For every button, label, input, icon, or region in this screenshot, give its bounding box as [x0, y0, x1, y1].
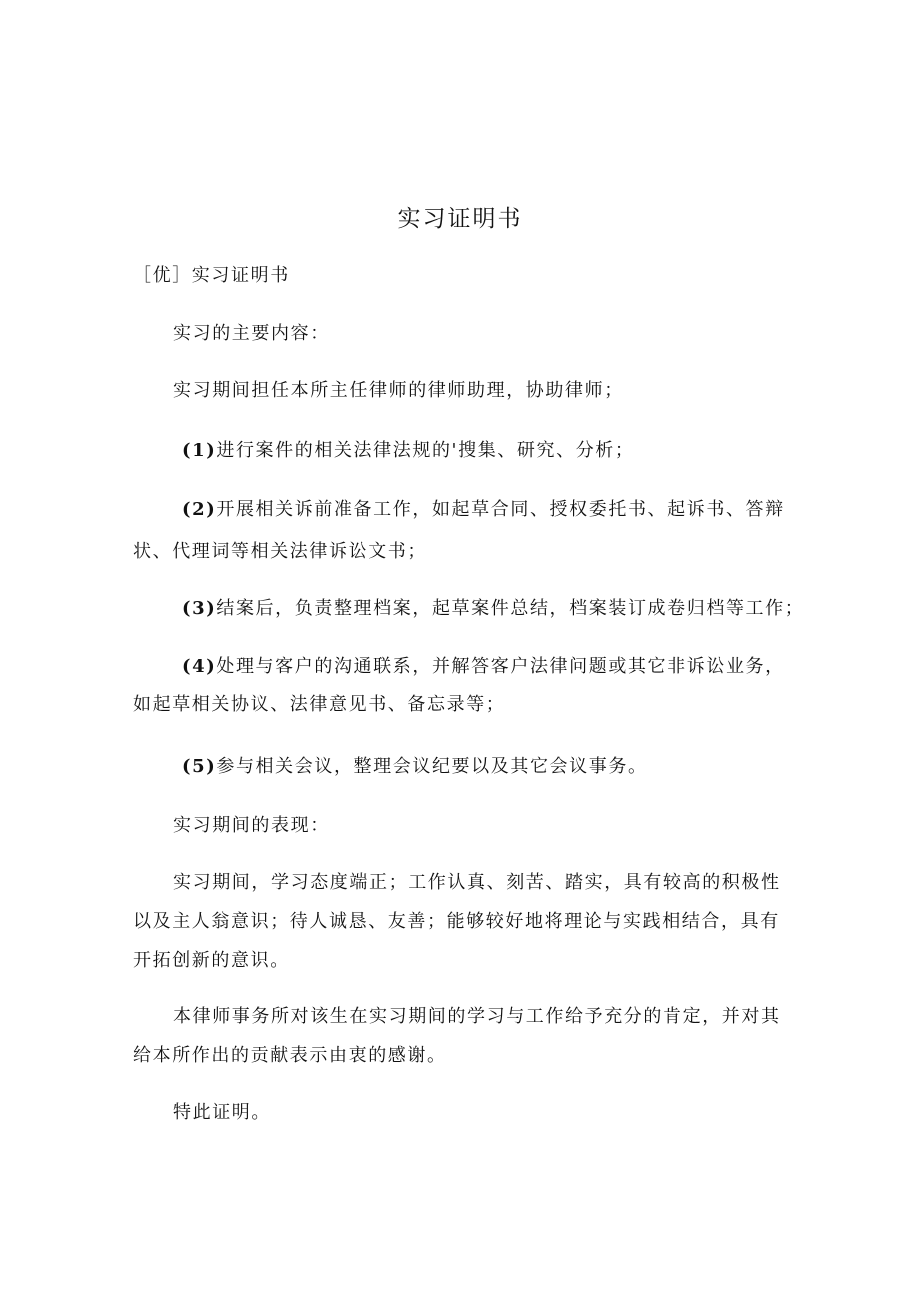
list-item-text: 进行案件的相关法律法规的'搜集、研究、分析；: [216, 440, 635, 461]
list-item-4: [182, 655, 785, 679]
list-item-number: (1): [182, 440, 217, 461]
list-item-2: [182, 498, 785, 522]
intro-paragraph: 实习期间担任本所主任律师的律师助理，协助律师；: [173, 380, 624, 401]
list-item-3: [182, 597, 804, 621]
list-item-text: 开展相关诉前准备工作，如起草合同、授权委托书、起诉书、答辩: [216, 499, 785, 520]
heading-main-content: 实习的主要内容：: [173, 323, 330, 344]
list-item-4-continuation: 如起草相关协议、法律意见书、备忘录等；: [133, 694, 506, 715]
document-subtitle: ［优］实习证明书: [133, 265, 290, 286]
heading-performance: 实习期间的表现：: [173, 815, 330, 836]
list-item-1: [182, 439, 635, 463]
list-item-2-continuation: 状、代理词等相关法律诉讼文书；: [133, 541, 427, 562]
list-item-number: (2): [182, 499, 217, 520]
closing-statement: 特此证明。: [173, 1102, 271, 1123]
list-item-number: (4): [182, 656, 217, 677]
list-item-number: (5): [182, 756, 217, 777]
performance-line-2: 以及主人翁意识；待人诚恳、友善；能够较好地将理论与实践相结合，具有: [133, 911, 780, 932]
list-item-text: 结案后，负责整理档案，起草案件总结，档案装订成卷归档等工作；: [216, 598, 805, 619]
list-item-text: 参与相关会议，整理会议纪要以及其它会议事务。: [216, 756, 648, 777]
list-item-number: (3): [182, 598, 217, 619]
list-item-5: [182, 755, 648, 779]
performance-line-1: 实习期间，学习态度端正；工作认真、刻苦、踏实，具有较高的积极性: [173, 872, 781, 893]
list-item-text: 处理与客户的沟通联系，并解答客户法律问题或其它非诉讼业务，: [216, 656, 785, 677]
performance-line-3: 开拓创新的意识。: [133, 950, 290, 971]
thanks-line-2: 给本所作出的贡献表示由衷的感谢。: [133, 1045, 447, 1066]
thanks-line-1: 本律师事务所对该生在实习期间的学习与工作给予充分的肯定，并对其: [173, 1006, 781, 1027]
document-title: 实习证明书: [397, 206, 523, 232]
